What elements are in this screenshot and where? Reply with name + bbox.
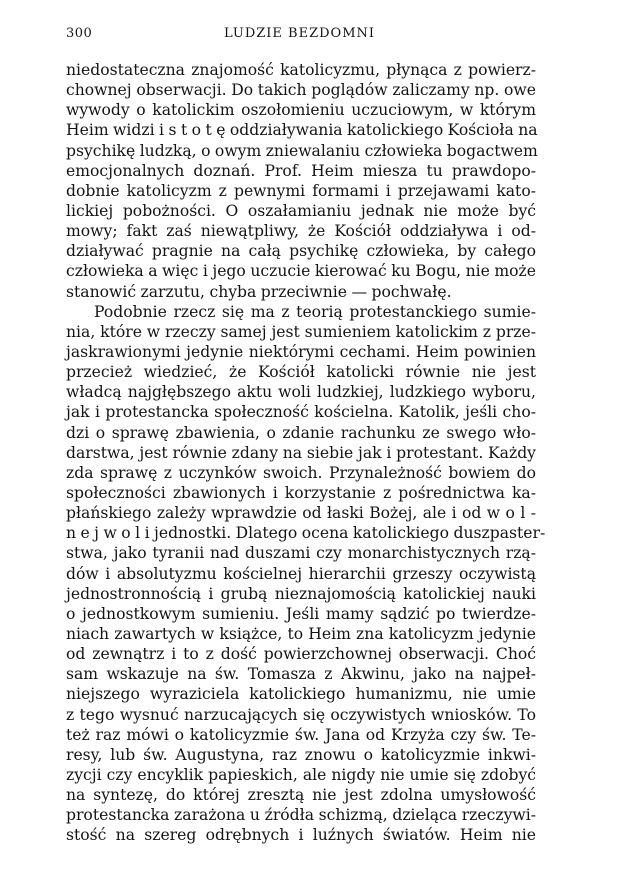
running-head [66, 26, 533, 46]
text-line: lickiej pobożności. O oszałamianiu jednak nie może być [66, 201, 536, 220]
page-number: 300 [66, 26, 93, 41]
text-line: jaskrawionymi jedynie niektórymi cechami. Heim powinien [66, 342, 536, 361]
text-line: władcą najgłębszego aktu woli ludzkiej, ludzkiego wyboru, [66, 383, 536, 402]
text-line: przecież wiedzieć, że Kościół katolicki równie nie jest [66, 363, 536, 382]
text-line: o jednostkowym sumieniu. Jeśli mamy sądzić po twierdze- [66, 604, 536, 623]
text-line: jednostronnością i grubą nieznajomością katolickiej nauki [66, 584, 536, 603]
text-line: stość na szereg odrębnych i luźnych światów. Heim nie [66, 826, 536, 845]
text-line: chownej obserwacji. Do takich poglądów zaliczamy np. owe [66, 81, 536, 100]
text-line: Podobnie rzecz się ma z teorią protestanckiego sumie- [94, 302, 536, 321]
book-title: LUDZIE BEZDOMNI [223, 26, 376, 41]
text-line: protestancka zarażona u źródła schizmą, dzieląca rzeczywi- [66, 806, 536, 825]
text-line: psychikę ludzką, o owym zniewalaniu człowieka bogactwem [66, 141, 538, 160]
text-line: na syntezę, do której zresztą nie jest zdolna umysłowość [66, 786, 536, 805]
text-line: sam wskazuje na św. Tomasza z Akwinu, jako na najpeł- [66, 665, 536, 684]
text-line: też raz mówi o katolicyzmie św. Jana od Krzyża czy św. Te- [66, 725, 536, 744]
text-line: społeczności zbawionych i korzystanie z pośrednictwa ka- [66, 483, 536, 502]
text-line: dzi o sprawę zbawienia, o zdanie rachunku ze swego wło- [66, 423, 536, 442]
text-line: darstwa, jest równie zdany na siebie jak i protestant. Każdy [66, 443, 536, 462]
text-line: mowy; fakt zaś niewątpliwy, że Kościół oddziaływa i od- [66, 222, 536, 241]
text-line: zycji czy encyklik papieskich, ale nigdy nie umie się zdobyć [66, 765, 536, 784]
text-line: człowieka a więc i jego uczucie kierować ku Bogu, nie może [66, 262, 536, 281]
text-line: niedostateczna znajomość katolicyzmu, płynąca z powierz- [66, 61, 536, 79]
text-line: od zewnątrz i to z dość powierzchownej obserwacji. Choć [66, 645, 536, 664]
text-line: niach zawartych w książce, to Heim zna katolicyzm jedynie [66, 624, 536, 643]
text-line: zda sprawę z uczynków swoich. Przynależność bowiem do [66, 463, 536, 482]
body-text [66, 60, 546, 845]
text-line: n e j w o l i jednostki. Dlatego ocena katolickiego duszpaster- [66, 524, 546, 543]
text-line: z tego wysnuć narzucających się oczywistych wniosków. To [66, 705, 536, 724]
text-line: działywać pragnie na całą psychikę człowieka, by całego [66, 242, 536, 261]
text-line: wywody o katolickim oszołomieniu uczuciowym, w którym [66, 101, 536, 120]
text-line: niejszego wyraziciela katolickiego humanizmu, nie umie [66, 685, 536, 704]
text-line: resy, lub św. Augustyna, raz znowu o katolicyzmie inkwi- [66, 745, 536, 764]
text-line: emocjonalnych doznań. Prof. Heim miesza tu prawdopo- [66, 161, 536, 180]
text-line: dobnie katolicyzm z pewnymi formami i przejawami kato- [66, 181, 536, 200]
text-line: dów i absolutyzmu kościelnej hierarchii grzeszy oczywistą [66, 564, 536, 583]
text-line: płańskiego zależy wprawdzie od łaski Bożej, ale i od w o l - [66, 504, 536, 523]
text-line: nia, które w rzeczy samej jest sumieniem katolickim z prze- [66, 322, 536, 341]
text-line: stanowić zarzutu, chyba przeciwnie — pochwałę. [66, 282, 452, 301]
text-line: Heim widzi i s t o t ę oddziaływania katolickiego Kościoła na [66, 121, 538, 140]
text-line: jak i protestancka społeczność kościelna. Katolik, jeśli cho- [66, 403, 536, 422]
text-line: stwa, jako tyranii nad duszami czy monarchistycznych rzą- [66, 544, 536, 563]
